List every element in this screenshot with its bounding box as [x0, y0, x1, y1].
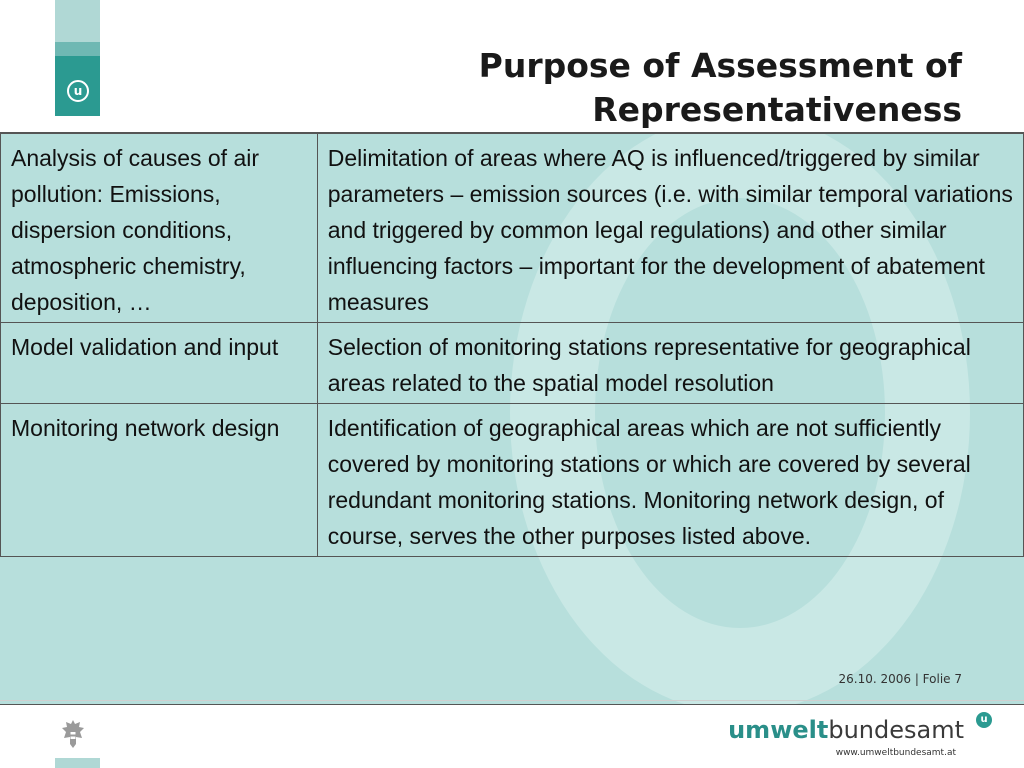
table-row: [1, 404, 1024, 557]
footer-stripe: [55, 758, 100, 768]
description-cell: Identification of geographical areas which are not sufficiently covered by monitoring stations or which are covered by several redundant monitoring stations. Monitoring network design, of course, serves the other purposes listed above.: [317, 404, 1023, 557]
brand-name-bold: umwelt: [728, 716, 829, 744]
brand-name-rest: bundesamt: [828, 716, 964, 744]
header-stripe-light: [55, 0, 100, 42]
table-row: [1, 323, 1024, 404]
brand-name: [728, 716, 964, 744]
header-stripe-mid: [55, 42, 100, 56]
purpose-cell: Monitoring network design: [1, 404, 318, 557]
slide-title-line-1: Purpose of Assessment of: [478, 46, 962, 85]
slide-title-line-2: Representativeness: [592, 90, 962, 129]
purpose-table-area: [0, 132, 1024, 705]
umweltbundesamt-logo: [55, 56, 100, 116]
purpose-table: [0, 133, 1024, 557]
description-cell: Delimitation of areas where AQ is influenced/triggered by similar parameters – emission sources (i.e. with similar temporal variations and triggered by common legal regulations) and other similar influencing factors – important for the development of abatement measures: [317, 134, 1023, 323]
slide-date-and-number: 26.10. 2006 | Folie 7: [838, 672, 962, 686]
footer-divider: [0, 700, 1024, 701]
brand-u-icon: u: [976, 712, 992, 728]
table-row: [1, 134, 1024, 323]
slide-title: [262, 44, 962, 132]
brand-url: www.umweltbundesamt.at: [835, 748, 956, 758]
logo-u-icon: u: [67, 80, 89, 102]
purpose-cell: Model validation and input: [1, 323, 318, 404]
description-cell: Selection of monitoring stations representative for geographical areas related to the spatial model resolution: [317, 323, 1023, 404]
brand-wordmark: [728, 712, 992, 762]
austrian-eagle-icon: [60, 718, 86, 752]
purpose-cell: Analysis of causes of air pollution: Emissions, dispersion conditions, atmospheric chemistry, deposition, …: [1, 134, 318, 323]
